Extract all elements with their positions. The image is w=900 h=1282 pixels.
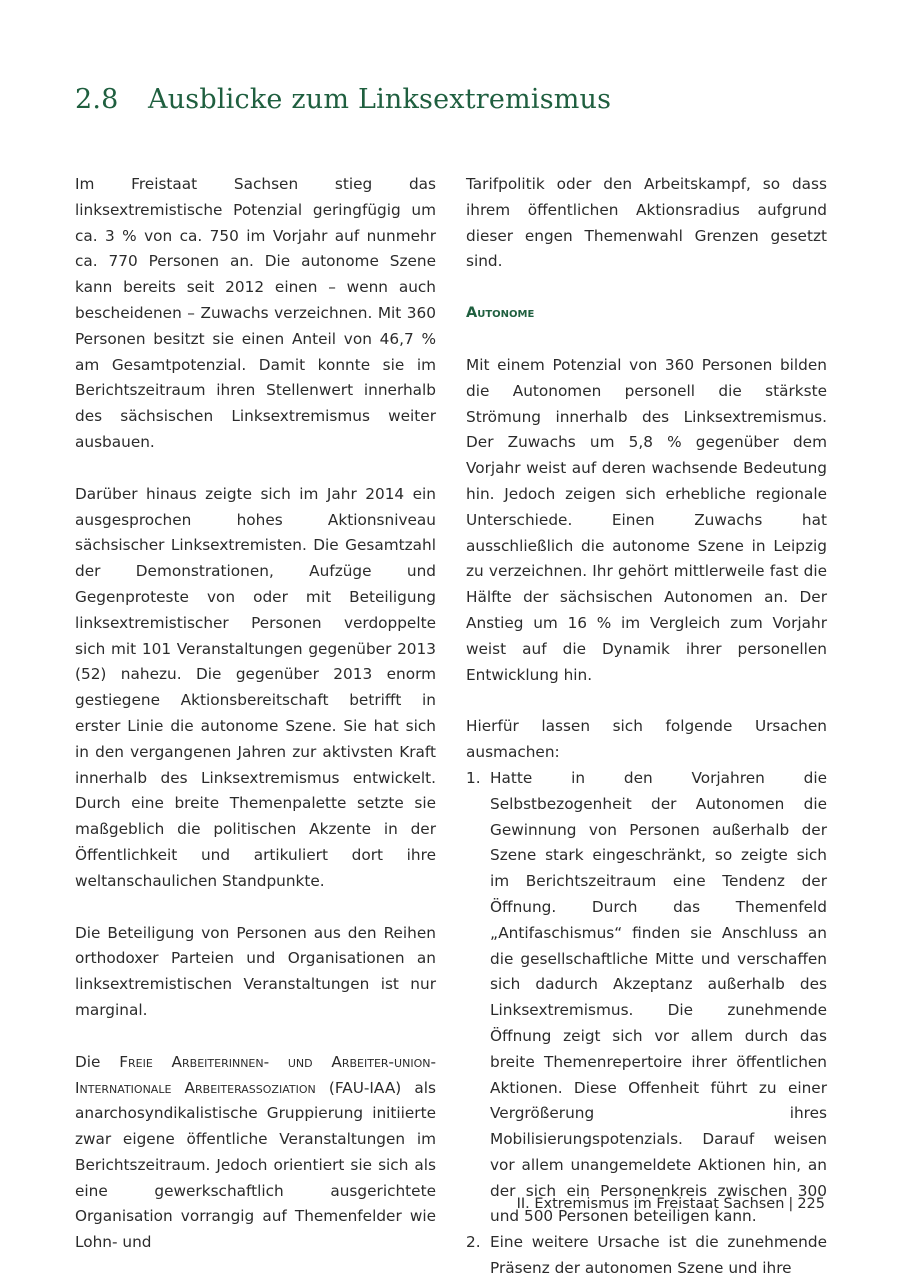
paragraph: Darüber hinaus zeigte sich im Jahr 2014 ein ausgesprochen hohes Aktionsniveau sächsischer Linksextremisten. Die Gesamtzahl der Demonstrationen, Aufzüge und Gegenproteste von oder mit Beteiligung linksextremistischer Personen verdoppelte sich mit 101 Veranstaltungen gegenüber 2013 (52) nahezu. Die gegenüber 2013 enorm gestiegene Aktionsbereitschaft betrifft in erster Linie die autonome Szene. Sie hat sich in den vergangenen Jahren zur aktivsten Kraft innerhalb des Linksextremismus entwickelt. Durch eine breite Themenpalette setzte sie maßgeblich die politischen Akzente in der Öffentlichkeit und artikuliert dort ihre weltanschaulichen Standpunkte. [75, 484, 436, 890]
list-item-text: Hatte in den Vorjahren die Selbstbezogenheit der Autonomen die Gewinnung von Personen außerhalb der Szene stark eingeschränkt, so zeigte sich im Berichtszeitraum eine Tendenz der Öffnung. Durch das Themenfeld „Antifaschismus“ finden sie Anschluss an die gesellschaftliche Mitte und verschaffen sich dadurch Akzeptanz außerhalb des Linksextremismus. Die zunehmende Öffnung zeigt sich vor allem durch das breite Themenrepertoire ihrer öffentlichen Aktionen. Diese Offenheit führt zu einer Vergrößerung ihres Mobilisierungspotenzials. Darauf weisen vor allem unangemeldete Aktionen hin, an der sich ein Personenkreis zwischen 300 und 500 Personen beteiligen kann. [490, 768, 827, 1226]
subheading-autonome: Autonome [466, 305, 535, 322]
page-footer [517, 1196, 825, 1212]
paragraph: Mit einem Potenzial von 360 Personen bilden die Autonomen personell die stärkste Strömung innerhalb des Linksextremismus. Der Zuwachs um 5,8 % gegenüber dem Vorjahr weist auf deren wachsende Bedeutung hin. Jedoch zeigen sich erhebliche regionale Unterschiede. Einen Zuwachs hat ausschließlich die autonome Szene in Leipzig zu verzeichnen. Ihr gehört mittlerweile fast die Hälfte der sächsischen Autonomen an. Der Anstieg um 16 % im Vergleich zum Vorjahr weist auf die Dynamik ihrer personellen Entwicklung hin. [466, 355, 827, 684]
paragraph: Im Freistaat Sachsen stieg das linksextremistische Potenzial geringfügig um ca. 3 % von ca. 750 im Vorjahr auf nunmehr ca. 770 Personen an. Die autonome Szene kann bereits seit 2012 einen – wenn auch bescheidenen – Zuwachs verzeichnen. Mit 360 Personen besitzt sie einen Anteil von 46,7 % am Gesamtpotenzial. Damit konnte sie im Berichtszeitraum ihren Stellenwert innerhalb des sächsischen Linksextremismus weiter ausbauen. [75, 175, 436, 451]
paragraph-lead: Die [75, 1052, 101, 1071]
organisation-name: Freie Arbeiterinnen- und Arbeiter-union-Internationale Arbeiterassoziation [75, 1052, 436, 1097]
paragraph: Tarifpolitik oder den Arbeitskampf, so dass ihrem öffentlichen Aktionsradius aufgrund dieser engen Themenwahl Grenzen gesetzt sind. [466, 175, 827, 271]
paragraph [75, 1050, 436, 1256]
section-title: Ausblicke zum Linksextremismus [148, 84, 612, 115]
footer-section: II. Extremismus im Freistaat Sachsen [516, 1196, 785, 1212]
list-item [466, 766, 827, 1230]
right-column [466, 172, 827, 1282]
list-item-number: 1. [466, 768, 481, 787]
list-item-number: 2. [466, 1233, 481, 1252]
left-column [75, 172, 436, 1282]
list-item-text: Eine weitere Ursache ist die zunehmende Präsenz der autonomen Szene und ihre [490, 1233, 827, 1278]
footer-separator: | [788, 1196, 794, 1212]
paragraph: Die Beteiligung von Personen aus den Reihen orthodoxer Parteien und Organisationen an linksextremistischen Veranstaltungen ist nur marginal. [75, 923, 436, 1019]
page-number: 225 [797, 1196, 825, 1212]
section-number: 2.8 [75, 84, 119, 115]
list-intro: Hierfür lassen sich folgende Ursachen ausmachen: [466, 717, 827, 762]
list-item [466, 1230, 827, 1282]
paragraph-rest: (FAU-IAA) als anarchosyndikalistische Gruppierung initiierte zwar eigene öffentliche Veranstaltungen im Berichtszeitraum. Jedoch orientiert sie sich als eine gewerkschaftlich ausgerichtete Organisation vorrangig auf Themenfelder wie Lohn- und [75, 1078, 436, 1252]
section-heading [75, 84, 611, 115]
